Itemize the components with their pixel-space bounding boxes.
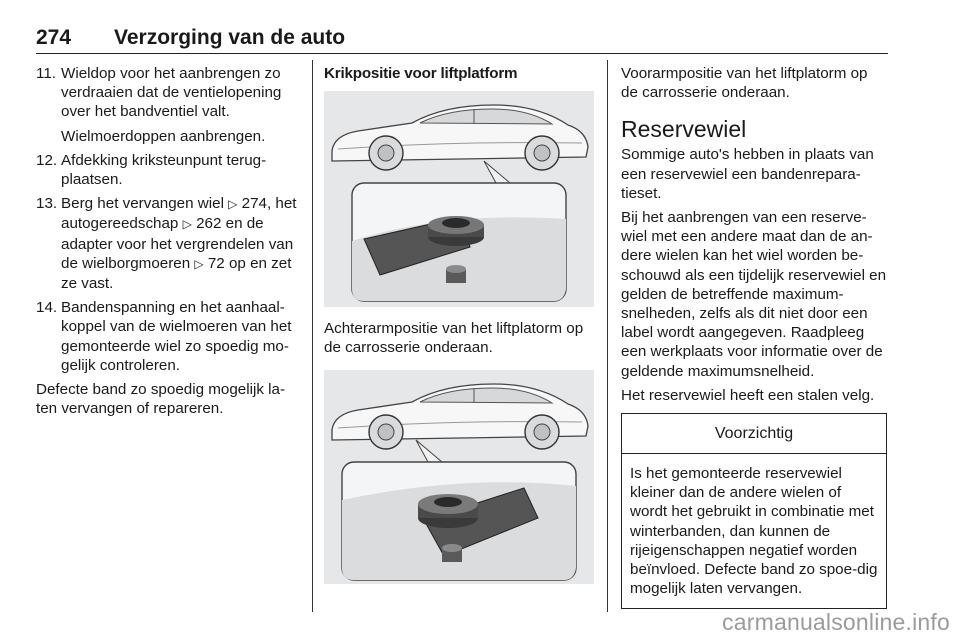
step-text-part: 274, het autogereedschap: [61, 195, 297, 233]
front-lift-point-illustration: [324, 91, 594, 307]
page-reference-arrow-icon: ▷: [194, 256, 204, 271]
step-number: 13.: [36, 195, 58, 213]
column-right: [621, 64, 887, 609]
watermark-text: carmanualsonline.info: [722, 609, 950, 635]
warning-box: [621, 413, 887, 609]
step-text: Bandenspanning en het aanhaal-koppel van de wielmoeren van het gemonteerde wiel zo spoedig mo-gelijk controleren.: [61, 299, 292, 374]
rear-lift-point-illustration: [324, 370, 594, 584]
step-item: [36, 151, 298, 189]
page-reference-arrow-icon: ▷: [182, 217, 192, 232]
step-item: [36, 298, 298, 375]
step-number: 12.: [36, 151, 58, 169]
page-number: 274: [36, 26, 72, 49]
reservewiel-heading: Reservewiel: [621, 116, 747, 143]
warning-title: Voorzichtig: [622, 414, 886, 454]
step-item: [36, 194, 298, 293]
page-header: [36, 26, 888, 54]
step-text-part: 262 en de adapter voor het vergrendelen van de wielborgmoeren: [61, 215, 294, 272]
paragraph: Het reservewiel heeft een stalen velg.: [621, 386, 875, 404]
page-title: Verzorging van de auto: [114, 26, 346, 49]
step-text: Afdekking kriksteunpunt terug-plaatsen.: [61, 151, 267, 189]
warning-body: Is het gemonteerde reservewiel kleiner dan de andere wielen of wordt het gebruikt in combinatie met winterbanden, dan kunnen de rijeigenschappen negatief worden beïnvloed. Defecte band zo spoe-dig mogelijk laten vervangen.: [630, 465, 878, 598]
intro-paragraph: Voorarmpositie van het liftplatorm op de carrosserie onderaan.: [621, 65, 868, 102]
page-reference-arrow-icon: ▷: [228, 197, 238, 212]
paragraph: Sommige auto's hebben in plaats van een reservewiel een bandenrepara-tieset.: [621, 146, 874, 202]
column-middle: [324, 64, 594, 584]
figure-caption: Achterarmpositie van het liftplatorm op de carrosserie onderaan.: [324, 320, 584, 357]
step-number: 14.: [36, 299, 58, 317]
step-item: [36, 64, 298, 122]
step-text: Wieldop voor het aanbrengen zo verdraaien dat de ventielopening over het bandventiel valt.: [61, 65, 282, 121]
step-text-part: 72 op en zet ze vast.: [61, 254, 292, 293]
column-divider-right: [607, 60, 608, 612]
column-divider-left: [312, 60, 313, 612]
closing-paragraph: Defecte band zo spoedig mogelijk la-ten vervangen of repareren.: [36, 381, 286, 418]
paragraph: Bij het aanbrengen van een reserve-wiel met een andere maat dan de an-dere wielen kan het wiel worden be-schouwd als een tijdelijk reservewiel en gelden de betreffende maximum-snelheden, zelfs als dit niet door een label wordt aangegeven. Raadpleeg een werkplaats voor informatie over de geldende maximumsnelheid.: [621, 209, 887, 380]
step-text-part: Berg het vervangen wiel: [61, 195, 229, 213]
column-left: [36, 64, 298, 423]
section-heading: Krikpositie voor liftplatform: [324, 65, 518, 82]
step-note: Wielmoerdoppen aanbrengen.: [61, 127, 266, 145]
step-number: 11.: [36, 65, 56, 82]
